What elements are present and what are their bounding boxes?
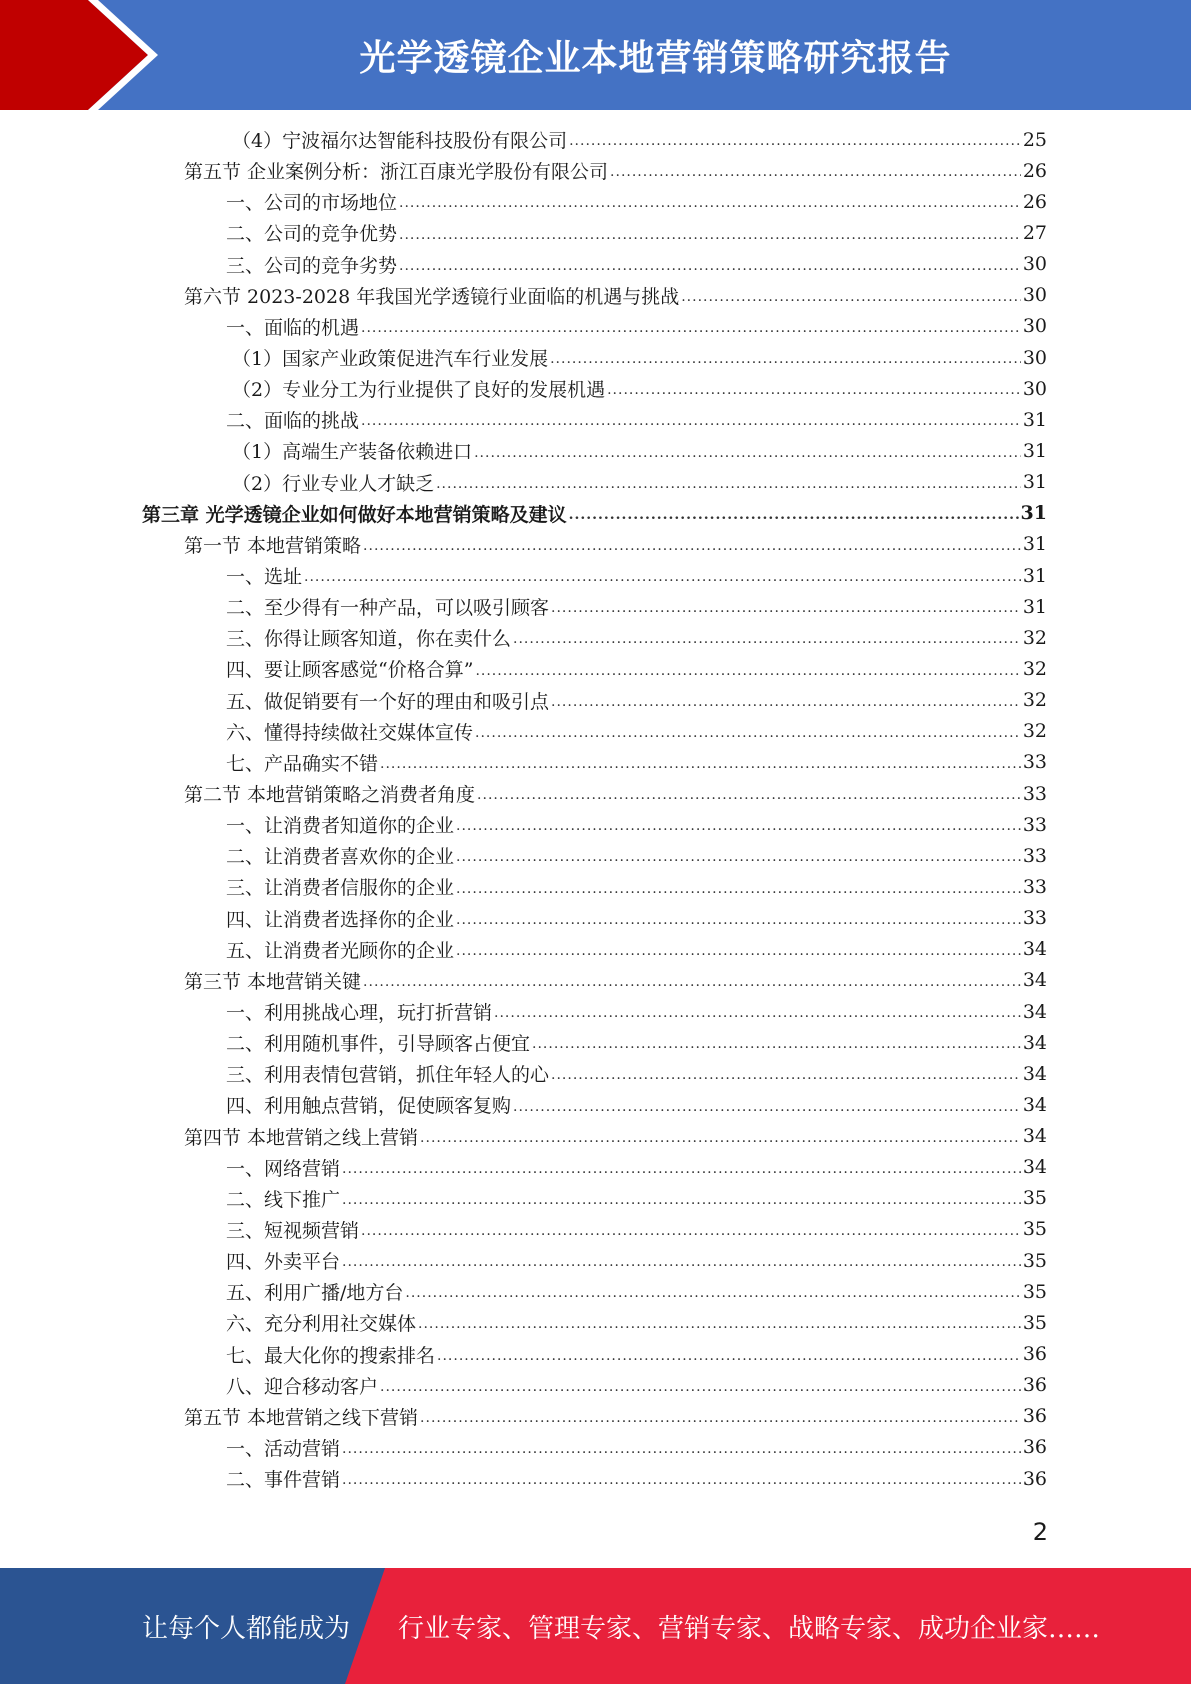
toc-entry[interactable]: [0, 1307, 1191, 1338]
toc-entry-page: 30: [1022, 315, 1047, 338]
toc-entry-title: 一、网络营销: [226, 1157, 341, 1180]
toc-entry-title: 第三节 本地营销关键: [184, 970, 362, 993]
toc-entry-title: （1）国家产业政策促进汽车行业发展: [232, 348, 549, 371]
toc-dot-leader: [420, 1410, 1021, 1432]
toc-entry-title: 二、事件营销: [226, 1469, 341, 1492]
toc-entry-title: 二、让消费者喜欢你的企业: [226, 846, 455, 869]
toc-dot-leader: [361, 1223, 1021, 1245]
toc-entry-page: 33: [1022, 813, 1047, 836]
toc-entry-page: 36: [1022, 1436, 1047, 1459]
toc-dot-leader: [405, 1285, 1020, 1307]
toc-entry-title: （2）专业分工为行业提供了良好的发展机遇: [232, 379, 606, 402]
toc-entry-page: 30: [1022, 253, 1047, 276]
toc-entry-page: 33: [1022, 875, 1047, 898]
toc-entry[interactable]: [0, 124, 1191, 155]
toc-entry[interactable]: [0, 840, 1191, 871]
toc-entry-page: 30: [1022, 346, 1047, 369]
toc-entry-title: 二、公司的竞争优势: [226, 223, 398, 246]
footer-slogan-right: 行业专家、管理专家、营销专家、战略专家、成功企业家……: [398, 1613, 1101, 1644]
toc-entry-page: 34: [1022, 969, 1047, 992]
toc-entry[interactable]: [0, 1401, 1191, 1432]
toc-entry[interactable]: [0, 685, 1191, 716]
toc-entry-title: 第四节 本地营销之线上营销: [184, 1126, 419, 1149]
toc-entry[interactable]: [0, 716, 1191, 747]
toc-dot-leader: [474, 445, 1021, 467]
toc-entry-page: 33: [1022, 844, 1047, 867]
toc-entry[interactable]: [0, 653, 1191, 684]
toc-entry[interactable]: [0, 280, 1191, 311]
toc-entry-page: 32: [1022, 689, 1047, 712]
toc-dot-leader: [610, 164, 1021, 186]
table-of-contents: [0, 124, 1191, 1494]
toc-entry[interactable]: [0, 1338, 1191, 1369]
toc-entry-title: 第三章 光学透镜企业如何做好本地营销策略及建议: [142, 503, 567, 526]
toc-dot-leader: [456, 849, 1021, 871]
toc-entry-title: 二、面临的挑战: [226, 410, 360, 433]
toc-entry-title: 一、公司的市场地位: [226, 192, 398, 215]
toc-entry-page: 31: [1020, 502, 1047, 525]
toc-entry-title: 五、让消费者光顾你的企业: [226, 939, 455, 962]
toc-entry-title: 四、要让顾客感觉“价格合算”: [226, 659, 474, 682]
toc-dot-leader: [456, 912, 1021, 934]
toc-entry[interactable]: [0, 996, 1191, 1027]
toc-entry[interactable]: [0, 809, 1191, 840]
toc-entry[interactable]: [0, 871, 1191, 902]
toc-entry-page: 34: [1022, 938, 1047, 961]
toc-entry-page: 34: [1022, 1156, 1047, 1179]
toc-entry-title: 第五节 本地营销之线下营销: [184, 1406, 419, 1429]
toc-entry[interactable]: [0, 467, 1191, 498]
toc-dot-leader: [342, 1472, 1021, 1494]
toc-entry-page: 32: [1022, 657, 1047, 680]
toc-entry-page: 31: [1022, 533, 1047, 556]
toc-dot-leader: [494, 1005, 1021, 1027]
toc-entry-title: 六、懂得持续做社交媒体宣传: [226, 721, 474, 744]
toc-entry-page: 30: [1022, 377, 1047, 400]
toc-entry-title: 一、面临的机遇: [226, 316, 360, 339]
toc-entry[interactable]: [0, 560, 1191, 591]
toc-entry-title: 一、让消费者知道你的企业: [226, 815, 455, 838]
toc-entry-page: 35: [1022, 1280, 1047, 1303]
toc-entry-page: 34: [1022, 1125, 1047, 1148]
toc-dot-leader: [550, 351, 1021, 373]
toc-entry[interactable]: [0, 1214, 1191, 1245]
toc-entry[interactable]: [0, 1027, 1191, 1058]
toc-entry-title: 八、迎合移动客户: [226, 1375, 379, 1398]
toc-entry-page: 32: [1022, 720, 1047, 743]
toc-entry[interactable]: [0, 186, 1191, 217]
toc-entry[interactable]: [0, 373, 1191, 404]
toc-entry-page: 36: [1022, 1405, 1047, 1428]
toc-entry-title: 五、做促销要有一个好的理由和吸引点: [226, 690, 550, 713]
toc-dot-leader: [532, 1036, 1021, 1058]
toc-entry[interactable]: [0, 1121, 1191, 1152]
toc-entry[interactable]: [0, 155, 1191, 186]
page-header: [0, 0, 1191, 110]
toc-entry-title: （4）宁波福尔达智能科技股份有限公司: [232, 130, 568, 153]
toc-dot-leader: [399, 258, 1021, 280]
toc-entry[interactable]: [0, 1152, 1191, 1183]
footer-slogan-left: 让每个人都能成为: [142, 1613, 351, 1644]
toc-dot-leader: [361, 320, 1021, 342]
toc-entry-title: 二、线下推广: [226, 1188, 341, 1211]
toc-entry-page: 36: [1022, 1467, 1047, 1490]
toc-entry[interactable]: [0, 1432, 1191, 1463]
toc-dot-leader: [420, 1130, 1021, 1152]
toc-entry-title: 七、产品确实不错: [226, 752, 379, 775]
toc-entry[interactable]: [0, 1089, 1191, 1120]
toc-entry[interactable]: [0, 747, 1191, 778]
toc-dot-leader: [380, 756, 1021, 778]
toc-entry-title: 四、外卖平台: [226, 1251, 341, 1274]
toc-entry[interactable]: [0, 249, 1191, 280]
toc-entry-page: 34: [1022, 1093, 1047, 1116]
toc-entry[interactable]: [0, 1183, 1191, 1214]
toc-dot-leader: [513, 631, 1021, 653]
toc-entry[interactable]: [0, 1245, 1191, 1276]
toc-entry-page: 27: [1022, 221, 1047, 244]
page-footer: [0, 1568, 1191, 1684]
header-red-arrow: [0, 0, 150, 110]
toc-entry-page: 36: [1022, 1374, 1047, 1397]
toc-entry-title: 五、利用广播/地方台: [226, 1282, 404, 1305]
toc-entry-title: 一、选址: [226, 566, 303, 589]
toc-dot-leader: [456, 818, 1021, 840]
toc-dot-leader: [607, 382, 1021, 404]
toc-dot-leader: [569, 133, 1021, 155]
toc-entry[interactable]: [0, 622, 1191, 653]
toc-dot-leader: [456, 881, 1021, 903]
toc-dot-leader: [437, 1348, 1021, 1370]
toc-dot-leader: [363, 538, 1021, 560]
toc-entry-title: 一、活动营销: [226, 1437, 341, 1460]
toc-dot-leader: [363, 974, 1021, 996]
toc-dot-leader: [551, 600, 1021, 622]
toc-dot-leader: [475, 663, 1020, 685]
toc-entry-title: 一、利用挑战心理，玩打折营销: [226, 1002, 493, 1024]
toc-dot-leader: [342, 1192, 1021, 1214]
toc-dot-leader: [475, 725, 1021, 747]
toc-entry-title: 第六节 2023-2028 年我国光学透镜行业面临的机遇与挑战: [184, 285, 680, 308]
toc-dot-leader: [477, 787, 1021, 809]
toc-entry-page: 36: [1022, 1343, 1047, 1366]
toc-dot-leader: [380, 1379, 1021, 1401]
toc-entry[interactable]: [0, 778, 1191, 809]
toc-entry-page: 26: [1022, 190, 1047, 213]
toc-entry-page: 31: [1022, 595, 1047, 618]
toc-entry[interactable]: [0, 498, 1191, 529]
toc-entry-title: 七、最大化你的搜索排名: [226, 1344, 436, 1367]
toc-entry[interactable]: [0, 342, 1191, 373]
toc-entry[interactable]: [0, 934, 1191, 965]
toc-dot-leader: [436, 476, 1021, 498]
toc-dot-leader: [569, 507, 1019, 529]
toc-entry-page: 30: [1022, 284, 1047, 307]
toc-entry-page: 33: [1022, 751, 1047, 774]
toc-entry-page: 34: [1022, 1000, 1047, 1023]
toc-entry[interactable]: [0, 1370, 1191, 1401]
toc-entry-page: 31: [1022, 471, 1047, 494]
toc-entry-page: 31: [1022, 408, 1047, 431]
toc-entry[interactable]: [0, 404, 1191, 435]
toc-entry-title: 三、你得让顾客知道，你在卖什么: [226, 628, 512, 651]
toc-entry[interactable]: [0, 965, 1191, 996]
toc-entry-page: 33: [1022, 782, 1047, 805]
toc-entry-title: 六、充分利用社交媒体: [226, 1313, 417, 1336]
toc-entry[interactable]: [0, 529, 1191, 560]
toc-entry-title: 第一节 本地营销策略: [184, 534, 362, 557]
toc-dot-leader: [304, 569, 1021, 591]
toc-entry-title: 四、利用触点营销，促使顾客复购: [226, 1095, 512, 1118]
toc-entry-title: 二、利用随机事件，引导顾客占便宜: [226, 1033, 531, 1056]
toc-dot-leader: [551, 694, 1021, 716]
toc-entry-page: 33: [1022, 907, 1047, 930]
toc-entry-page: 31: [1022, 439, 1047, 462]
toc-dot-leader: [361, 413, 1021, 435]
toc-entry-title: 三、短视频营销: [226, 1219, 360, 1242]
toc-entry[interactable]: [0, 435, 1191, 466]
toc-entry-title: 三、让消费者信服你的企业: [226, 877, 455, 900]
toc-dot-leader: [513, 1099, 1021, 1121]
toc-entry-title: 三、公司的竞争劣势: [226, 254, 398, 277]
toc-entry[interactable]: [0, 1058, 1191, 1089]
toc-entry-page: 25: [1022, 128, 1047, 151]
toc-entry-page: 26: [1022, 159, 1047, 182]
toc-dot-leader: [399, 195, 1021, 217]
toc-entry-title: （2）行业专业人才缺乏: [232, 472, 435, 495]
toc-entry-title: 第五节 企业案例分析：浙江百康光学股份有限公司: [184, 161, 609, 184]
toc-dot-leader: [551, 1067, 1021, 1089]
toc-entry-page: 35: [1022, 1218, 1047, 1241]
toc-entry[interactable]: [0, 1276, 1191, 1307]
toc-entry-title: （1）高端生产装备依赖进口: [232, 441, 473, 464]
toc-entry-page: 35: [1022, 1311, 1047, 1334]
toc-dot-leader: [342, 1254, 1021, 1276]
toc-entry-page: 35: [1022, 1249, 1047, 1272]
toc-entry[interactable]: [0, 217, 1191, 248]
toc-entry-page: 34: [1022, 1031, 1047, 1054]
report-title: 光学透镜企业本地营销策略研究报告: [359, 37, 952, 79]
toc-dot-leader: [456, 943, 1021, 965]
toc-entry[interactable]: [0, 903, 1191, 934]
page-number: 2: [1032, 1518, 1048, 1546]
toc-entry-title: 第二节 本地营销策略之消费者角度: [184, 784, 476, 807]
toc-entry-page: 34: [1022, 1062, 1047, 1085]
toc-entry-page: 35: [1022, 1187, 1047, 1210]
toc-entry[interactable]: [0, 311, 1191, 342]
toc-entry-title: 三、利用表情包营销，抓住年轻人的心: [226, 1064, 550, 1087]
toc-entry-title: 二、至少得有一种产品，可以吸引顾客: [226, 597, 550, 620]
toc-dot-leader: [418, 1316, 1021, 1338]
toc-dot-leader: [399, 227, 1021, 249]
toc-entry-page: 32: [1022, 626, 1047, 649]
toc-entry-title: 四、让消费者选择你的企业: [226, 908, 455, 931]
toc-entry-page: 31: [1022, 564, 1047, 587]
toc-entry[interactable]: [0, 1463, 1191, 1494]
toc-dot-leader: [681, 289, 1021, 311]
toc-dot-leader: [342, 1441, 1021, 1463]
toc-dot-leader: [342, 1161, 1021, 1183]
toc-entry[interactable]: [0, 591, 1191, 622]
